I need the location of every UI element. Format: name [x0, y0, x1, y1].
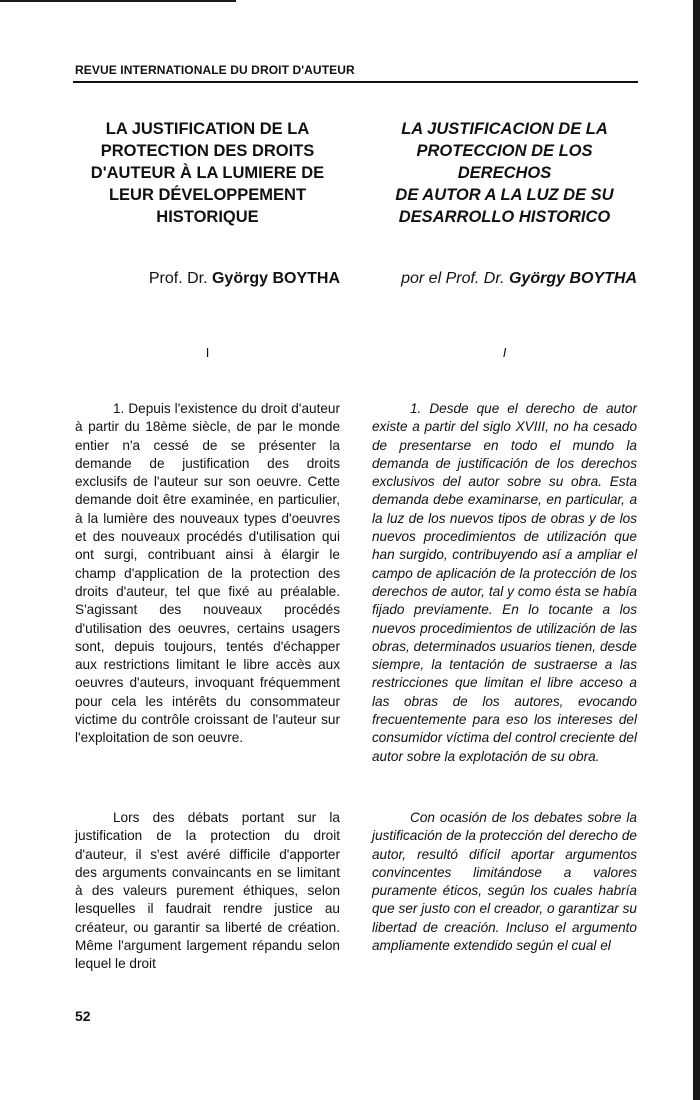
scan-edge-right: [693, 0, 700, 1100]
french-author-name: György BOYTHA: [211, 270, 340, 287]
spanish-author-name: György BOYTHA: [508, 270, 637, 287]
french-author-prefix: Prof. Dr.: [148, 270, 212, 287]
running-head: REVUE INTERNATIONALE DU DROIT D'AUTEUR: [75, 63, 355, 77]
spanish-title: LA JUSTIFICACION DE LA PROTECCION DE LOS DERECHOS DE AUTOR A LA LUZ DE SU DESARROLLO HISTORICO: [395, 120, 614, 226]
spanish-paragraph-2: Con ocasión de los debates sobre la justificación de la protección del derecho de autor, resultó difícil aportar argumentos convincentes limitándose a valores puramente éticos, según los cuales habría que ser justo con el creador, o garantizar su libertad de creación. Incluso el argumento ampliamente extendido según el cual el: [372, 810, 637, 954]
french-paragraph-1: 1. Depuis l'existence du droit d'auteur à partir du 18ème siècle, de par le monde entier n'a cessé de se présenter la demande de justification des droits exclusifs de l'auteur sur son oeuvre. Cette demande doit être examinée, en particulier, à la lumière des nouveaux types d'oeuvres et des nouveaux procédés d'utilisation qui ont surgi, contribuant ainsi à élargir le champ d'application de la protection des droits d'auteur, tel que fixé au préalable. S'agissant des nouveaux procédés d'utilisation des oeuvres, certains usagers sont, depuis toujours, tentés d'échapper aux restrictions limitant le libre accès aux oeuvres d'auteurs, invoquant fréquemment pour cela les intérêts du consommateur victime du contrôle croissant de l'auteur sur l'exploitation de son oeuvre.: [75, 401, 340, 746]
french-paragraph-2: Lors des débats portant sur la justification de la protection du droit d'auteur, il s'est avéré difficile d'apporter des arguments convaincants en se limitant à des valeurs purement éthiques, selon lesquelles il faudrait rendre justice au créateur, ou garantir sa liberté de création. Même l'argument largement répandu selon lequel le droit: [75, 810, 340, 972]
french-section-marker: I: [205, 345, 210, 360]
spanish-section-marker: I: [502, 345, 507, 360]
page-number: 52: [75, 1008, 91, 1024]
scan-edge-top: [0, 0, 236, 2]
header-rule: [73, 81, 638, 83]
spanish-author-prefix: por el Prof. Dr.: [401, 270, 509, 287]
french-author: [75, 268, 340, 290]
french-title: LA JUSTIFICATION DE LA PROTECTION DES DROITS D'AUTEUR À LA LUMIERE DE LEUR DÉVELOPPEMENT HISTORIQUE: [90, 120, 325, 226]
spanish-paragraph-1: 1. Desde que el derecho de autor existe a partir del siglo XVIII, no ha cesado de presentarse en todo el mundo la demanda de justificación de los derechos exclusivos del autor sobre su obra. Esta demanda debe examinarse, en particular, a la luz de los nuevos tipos de obras y de los nuevos procedimientos de utilización que han surgido, contribuyendo así a ampliar el campo de aplicación de la protección de los derechos de autor, tal y como ésta se había fijado previamente. En lo tocante a los nuevos procedimientos de utilización de las obras, determinados usuarios tienen, desde siempre, la tentación de sustraerse a las restricciones que limitan el libre acceso a las obras de los autores, evocando frecuentemente para eso los intereses del consumidor víctima del control creciente del autor sobre la explotación de su obra.: [372, 401, 637, 764]
spanish-author: [372, 268, 637, 290]
